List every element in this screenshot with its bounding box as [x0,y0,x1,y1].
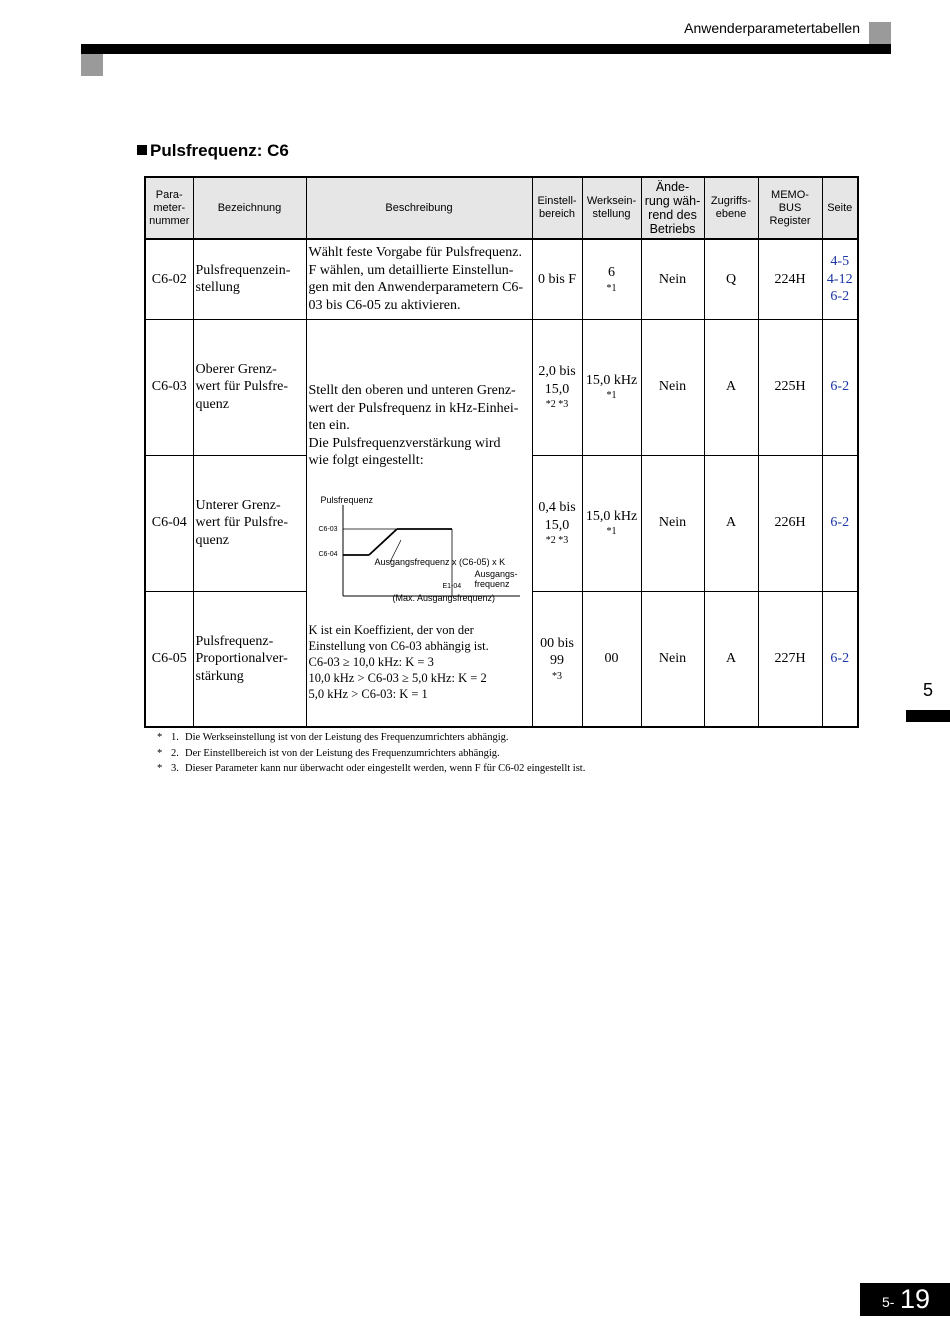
change-during-operation: Nein [641,591,704,727]
footnote: * 1. Die Werkseinstellung ist von der Leistung des Frequenzumrichters abhängig. [157,732,509,743]
page-number-box [860,1283,950,1316]
header-rule [81,44,891,54]
param-name: Unterer Grenz- wert für Pulsfre- quenz [193,455,306,591]
factory-default: 6 *1 [582,239,641,319]
page-link[interactable]: 6-2 [830,379,850,395]
graph-y-label: Pulsfrequenz [320,494,374,505]
graph-x-tick-label: E1-04 [442,582,462,590]
memobus-register: 225H [758,319,822,455]
col-header-memobus-register: MEMO- BUS Register [758,177,822,239]
param-name: Pulsfrequenz- Proportionalver- stärkung [193,591,306,727]
parameter-table [144,176,859,728]
setting-range: 2,0 bis 15,0 *2 *3 [532,319,582,455]
page-number-chapter: 5- [882,1294,895,1310]
factory-default: 15,0 kHz *1 [582,455,641,591]
footnote: * 3. Dieser Parameter kann nur überwacht oder eingestellt werden, wenn F für C6-02 eingestellt ist. [157,763,586,774]
param-number: C6-05 [145,591,193,727]
factory-default: 00 [582,591,641,727]
page-number: 19 [900,1284,931,1314]
page-link[interactable]: 6-2 [830,651,850,666]
graph-x-note: (Max. Ausgangsfrequenz) [392,592,496,603]
k-coefficient-text: K ist ein Koeffizient, der von der Einstellung von C6-03 abhängig ist. C6-03 ≥ 10,0 kHz: K = 3 10,0 kHz > C6-03 ≥ 5,0 kHz: K = 2 5,0 kHz > C6-03: K = 1 [308,622,489,701]
table-header-row [145,177,858,239]
header-gray-square-left [81,54,103,76]
section-title-text: Pulsfrequenz: C6 [150,141,289,160]
col-header-param-no: Para- meter- nummer [145,177,193,239]
memobus-register: 227H [758,591,822,727]
access-level: A [704,319,758,455]
page-refs [822,239,858,319]
carrier-frequency-graph [309,492,529,627]
access-level: A [704,591,758,727]
description-intro: Stellt den oberen und unteren Grenz- wert der Pulsfrequenz in kHz-Einhei- ten ein. Die Pulsfrequenzverstärkung wird wie folgt eingestellt: [308,383,519,468]
table-row [145,319,858,455]
param-number: C6-04 [145,455,193,591]
page-link[interactable]: 4-12 [826,271,853,287]
footnotes [157,730,585,777]
change-during-operation: Nein [641,319,704,455]
chapter-tab-bar [906,710,950,722]
page-refs [822,591,858,727]
setting-range: 0 bis F [532,239,582,319]
page-refs [822,319,858,455]
setting-range: 00 bis 99 *3 [532,591,582,727]
page-link[interactable]: 6-2 [830,515,850,531]
memobus-register: 224H [758,239,822,319]
change-during-operation: Nein [641,239,704,319]
param-number: C6-02 [145,239,193,319]
access-level: A [704,455,758,591]
param-number: C6-03 [145,319,193,455]
graph-slope-label: Ausgangsfrequenz x (C6-05) x K [374,556,506,567]
change-during-operation: Nein [641,455,704,591]
col-header-page: Seite [822,177,858,239]
graph-x-label: Ausgangs- frequenz [474,568,518,589]
merged-description [306,319,532,727]
param-name: Oberer Grenz- wert für Pulsfre- quenz [193,319,306,455]
access-level: Q [704,239,758,319]
col-header-access-level: Zugriffs- ebene [704,177,758,239]
page-link[interactable]: 6-2 [830,289,850,304]
square-bullet-icon [137,145,147,155]
graph-lower-label: C6-04 [318,550,338,558]
header-gray-square-right [869,22,891,44]
param-name: Pulsfrequenzein- stellung [193,239,306,319]
graph-upper-label: C6-03 [318,525,338,533]
page-refs [822,455,858,591]
param-description: Wählt feste Vorgabe für Pulsfrequenz. F wählen, um detaillierte Einstellun- gen mit den Anwenderparametern C6- 03 bis C6-05 zu aktivieren. [306,239,532,319]
running-header-title: Anwenderparametertabellen [684,20,860,36]
memobus-register: 226H [758,455,822,591]
chapter-tab-number: 5 [923,680,934,700]
factory-default: 15,0 kHz *1 [582,319,641,455]
setting-range: 0,4 bis 15,0 *2 *3 [532,455,582,591]
col-header-change-during-operation: Ände- rung wäh- rend des Betriebs [641,177,704,239]
section-title [137,141,289,161]
col-header-range: Einstell- bereich [532,177,582,239]
table-row [145,239,858,319]
footnote: * 2. Der Einstellbereich ist von der Leistung des Frequenzumrichters abhängig. [157,747,500,759]
col-header-default: Werksein- stellung [582,177,641,239]
page-link[interactable]: 4-5 [830,254,850,269]
col-header-description: Beschreibung [306,177,532,239]
col-header-name: Bezeichnung [193,177,306,239]
